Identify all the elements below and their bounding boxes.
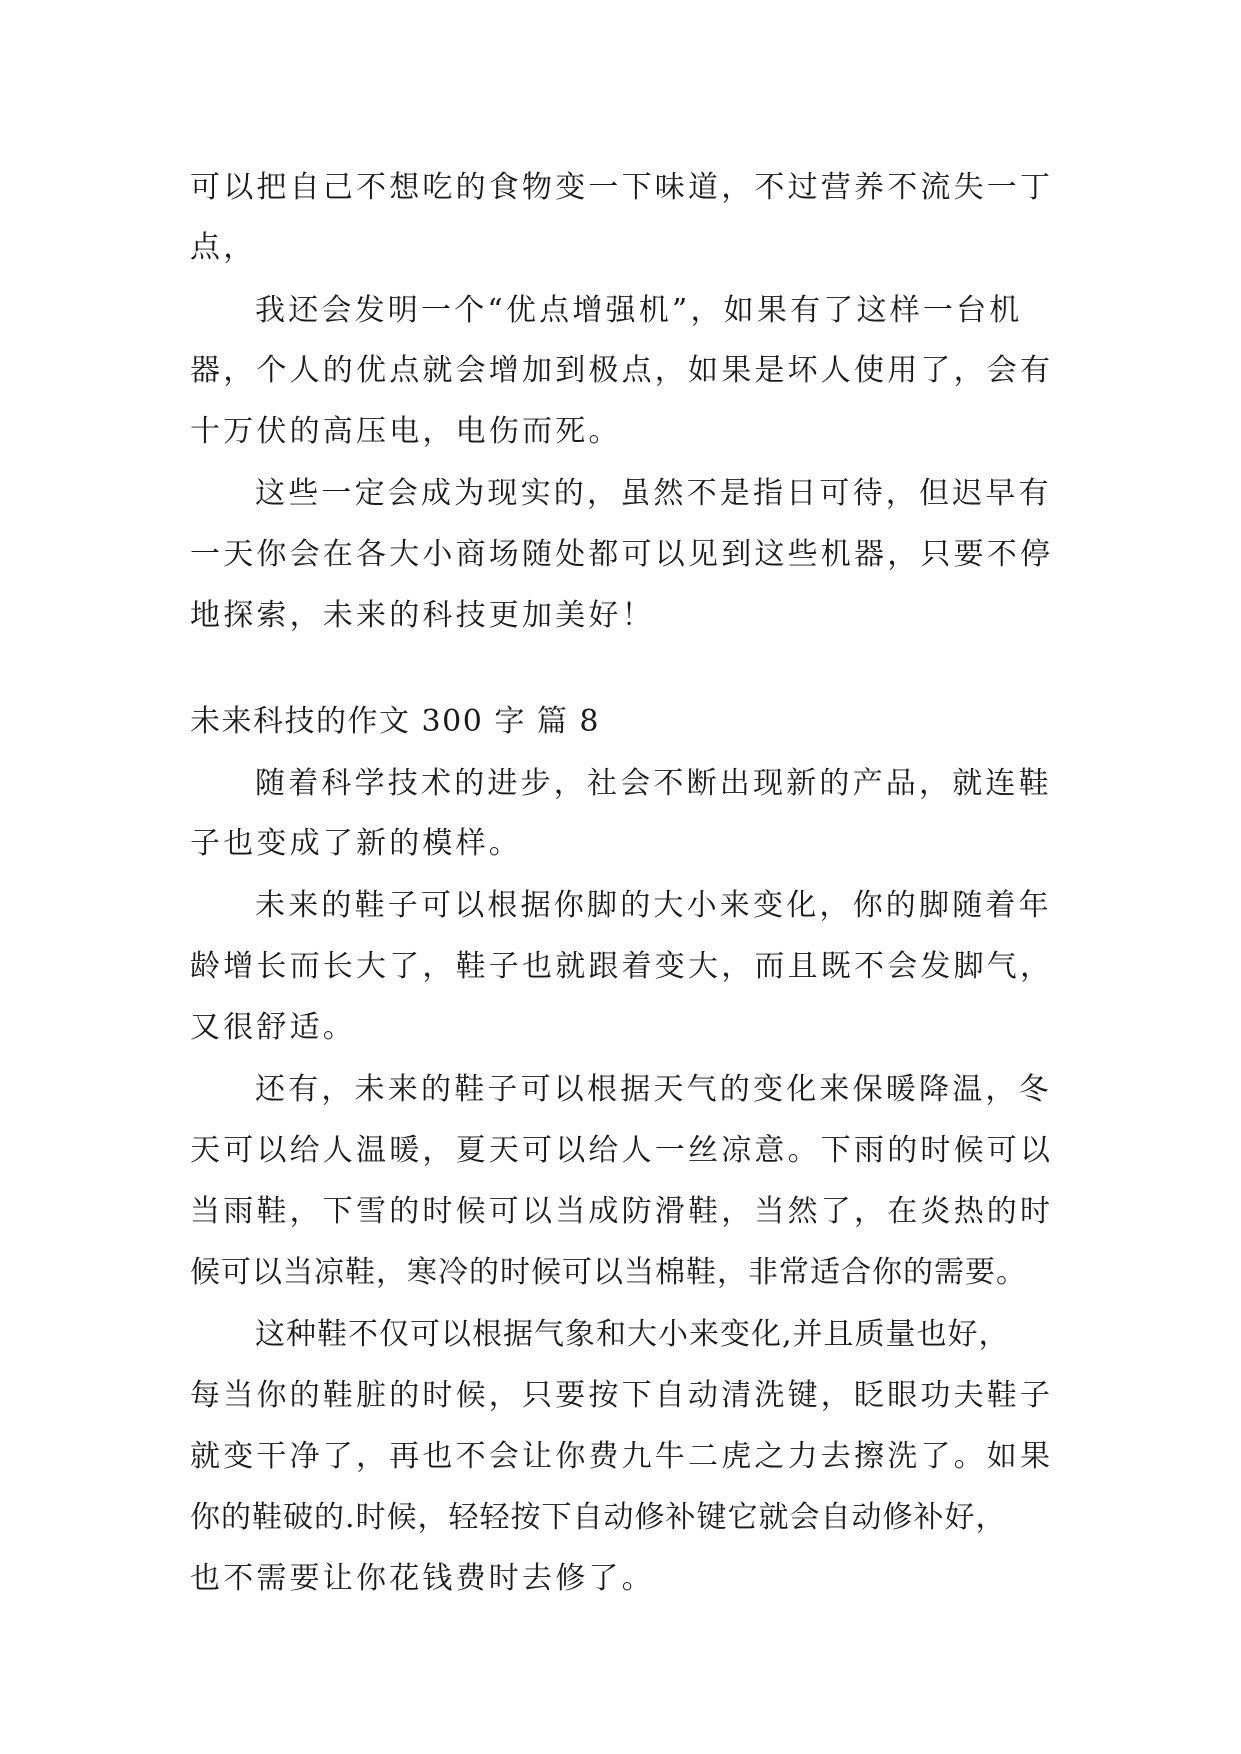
- text-line: 你的鞋破的.时候，轻轻按下自动修补键它就会自动修补好，: [190, 1500, 1007, 1535]
- text-line: 我还会发明一个“优点增强机”，如果有了这样一台机: [255, 293, 1023, 328]
- text-line: 每当你的鞋脏的时候，只要按下自动清洗键，眨眼功夫鞋子: [190, 1378, 1054, 1413]
- text-line: 龄增长而长大了，鞋子也就跟着变大，而且既不会发脚气，: [190, 949, 1054, 984]
- text-line: 这些一定会成为现实的，虽然不是指日可待，但迟早有: [255, 476, 1052, 511]
- text-line: 又很舒适。: [190, 1010, 356, 1045]
- text-line: 地探索，未来的科技更加美好！: [190, 598, 655, 633]
- text-line: 一天你会在各大小商场随处都可以见到这些机器，只要不停: [190, 537, 1054, 572]
- text-line: 还有，未来的鞋子可以根据天气的变化来保暖降温，冬: [255, 1072, 1052, 1107]
- text-line: 当雨鞋，下雪的时候可以当成防滑鞋，当然了，在炎热的时: [190, 1194, 1054, 1229]
- text-line: 未来的鞋子可以根据你脚的大小来变化，你的脚随着年: [255, 888, 1052, 923]
- text-line: 点，: [190, 230, 257, 265]
- text-line: 候可以当凉鞋，寒冷的时候可以当棉鞋，非常适合你的需要。: [190, 1255, 1027, 1290]
- text-line: 可以把自己不想吃的食物变一下味道，不过营养不流失一丁: [190, 170, 1054, 205]
- text-line: 也不需要让你花钱费时去修了。: [190, 1561, 655, 1596]
- text-line: 天可以给人温暖，夏天可以给人一丝凉意。下雨的时候可以: [190, 1133, 1054, 1168]
- text-line: 子也变成了新的模样。: [190, 826, 522, 861]
- text-line: 十万伏的高压电，电伤而死。: [190, 414, 622, 449]
- section-heading: 未来科技的作文 300 字 篇 8: [190, 704, 600, 739]
- text-line: 随着科学技术的进步，社会不断出现新的产品，就连鞋: [255, 766, 1052, 801]
- text-line: 就变干净了，再也不会让你费九牛二虎之力去擦洗了。如果: [190, 1439, 1054, 1474]
- text-line: 这种鞋不仅可以根据气象和大小来变化,并且质量也好，: [255, 1317, 1010, 1352]
- text-line: 器，个人的优点就会增加到极点，如果是坏人使用了，会有: [190, 353, 1054, 388]
